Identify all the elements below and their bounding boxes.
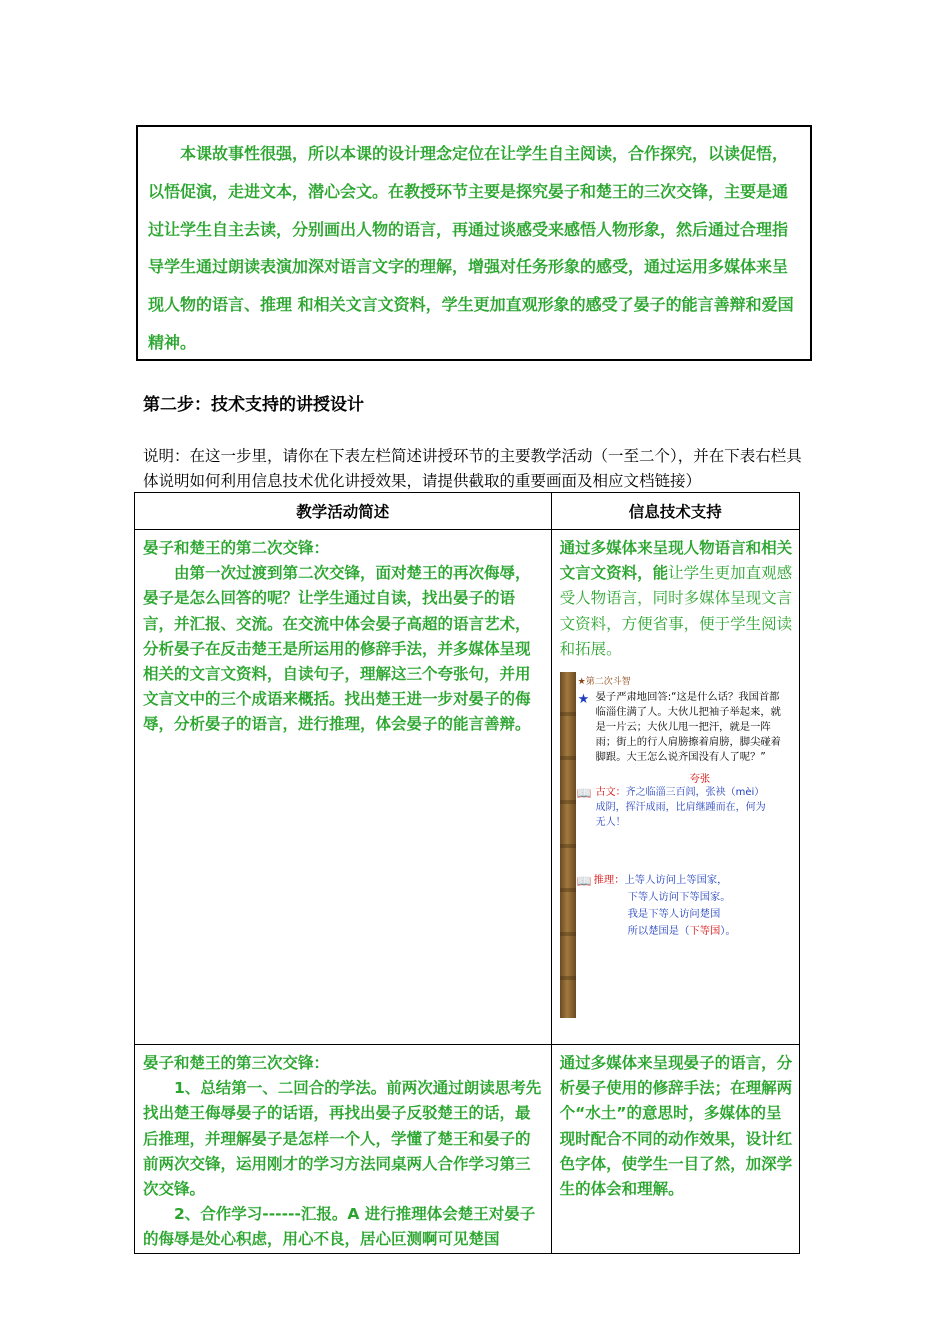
tech-cell (551, 1045, 799, 1254)
activity-table (134, 492, 800, 1254)
activity-step-2: 2、合作学习------汇报。A 进行推理体会楚王对晏子的侮辱是处心积虑，用心不良，居心叵测啊可见楚国 (143, 1205, 536, 1249)
design-concept-text: 本课故事性很强，所以本课的设计理念定位在让学生自主阅读，合作探究，以读促悟，以悟促演，走进文本，潜心会文。在教授环节主要是探究晏子和楚王的三次交锋，主要是通过让学生自主去读，分别画出人物的语言，再通过谈感受来感悟人物形象，然后通过合理指导学生通过朗读表演加深对语言文字的理解，增强对任务形象的感受，通过运用多媒体来呈现人物的语言、推理 和相关文言文资料，学生更加直观形象的感受了晏子的能言善辩和爱国精神。 (148, 144, 794, 352)
slide-reasoning: 推理：上等人访问上等国家， 下等人访问下等国家。 我是下等人访问楚国 所以楚国是（下等国）。 (593, 874, 736, 938)
table-row (135, 1045, 800, 1254)
book-icon: 📖 (576, 874, 592, 889)
table-header-row (135, 493, 800, 530)
instructions-text: 说明：在这一步里，请你在下表左栏简述讲授环节的主要教学活动（一至二个），并在下表右栏具体说明如何利用信息技术优化讲授效果，请提供截取的重要画面及相应文档链接） (143, 447, 802, 490)
exaggeration-label: 夸张 (689, 773, 711, 786)
activity-cell (135, 1045, 552, 1254)
activity-step-1: 1、总结第一、二回合的学法。前两次通过朗读思考先找出楚王侮辱晏子的话语，再找出晏子反驳楚王的话，最后推理，并理解晏子是怎样一个人，学懂了楚王和晏子的前两次交锋，运用刚才的学习方法同桌两人合作学习第三次交锋。 (143, 1079, 542, 1199)
tech-text-normal: 让学生更加直观感受人物语言，同时多媒体呈现文言文资料，方便省事，便于学生阅读和拓展。 (559, 564, 793, 658)
header-tech: 信息技术支持 (551, 493, 799, 530)
slide-screenshot (560, 672, 792, 1018)
star-icon: ★ (577, 692, 590, 708)
activity-title: 晏子和楚王的第二次交锋： (143, 539, 330, 557)
tech-cell (551, 530, 799, 1045)
table-row (135, 530, 800, 1045)
tech-text: 通过多媒体来呈现晏子的语言，分析晏子使用的修辞手法；在理解两个“水土”的意思时，多媒体的呈现时配合不同的动作效果，设计红色字体，使学生一目了然，加深学生的体会和理解。 (559, 1054, 793, 1199)
scroll-decoration (560, 672, 576, 1018)
tech-text-bold: 通过多媒体来呈现人物语言和相关文言文资料，能 (559, 539, 793, 583)
activity-title: 晏子和楚王的第三次交锋： (143, 1054, 330, 1072)
slide-header: ★第二次斗智 (577, 677, 631, 688)
book-icon: 📖 (576, 786, 592, 801)
header-activity: 教学活动简述 (135, 493, 552, 530)
activity-body: 由第一次过渡到第二次交锋，面对楚王的再次侮辱，晏子是怎么回答的呢？让学生通过自读，找出晏子的语言，并汇报、交流。在交流中体会晏子高超的语言艺术，分析晏子在反击楚王是所运用的修辞手法，并多媒体呈现相关的文言文资料，自读句子，理解这三个夸张句，并用文言文中的三个成语来概括。找出楚王进一步对晏子的侮辱，分析晏子的语言，进行推理，体会晏子的能言善辩。 (143, 564, 531, 734)
slide-quote: 晏子严肃地回答:“这是什么话？我国首都临淄住满了人。大伙儿把袖子举起来，就是一片云；大伙儿甩一把汗，就是一阵雨；街上的行人肩膀擦着肩膀，脚尖碰着脚跟。大王怎么说齐国没有人了呢？” (595, 691, 781, 764)
slide-ancient-text: 古文：齐之临淄三百闾，张袂（mèi）成阴，挥汗成雨，比肩继踵而在，何为无人！ (595, 787, 766, 829)
step-heading: 第二步：技术支持的讲授设计 (143, 395, 364, 415)
design-concept-box (136, 125, 812, 361)
activity-cell (135, 530, 552, 1045)
